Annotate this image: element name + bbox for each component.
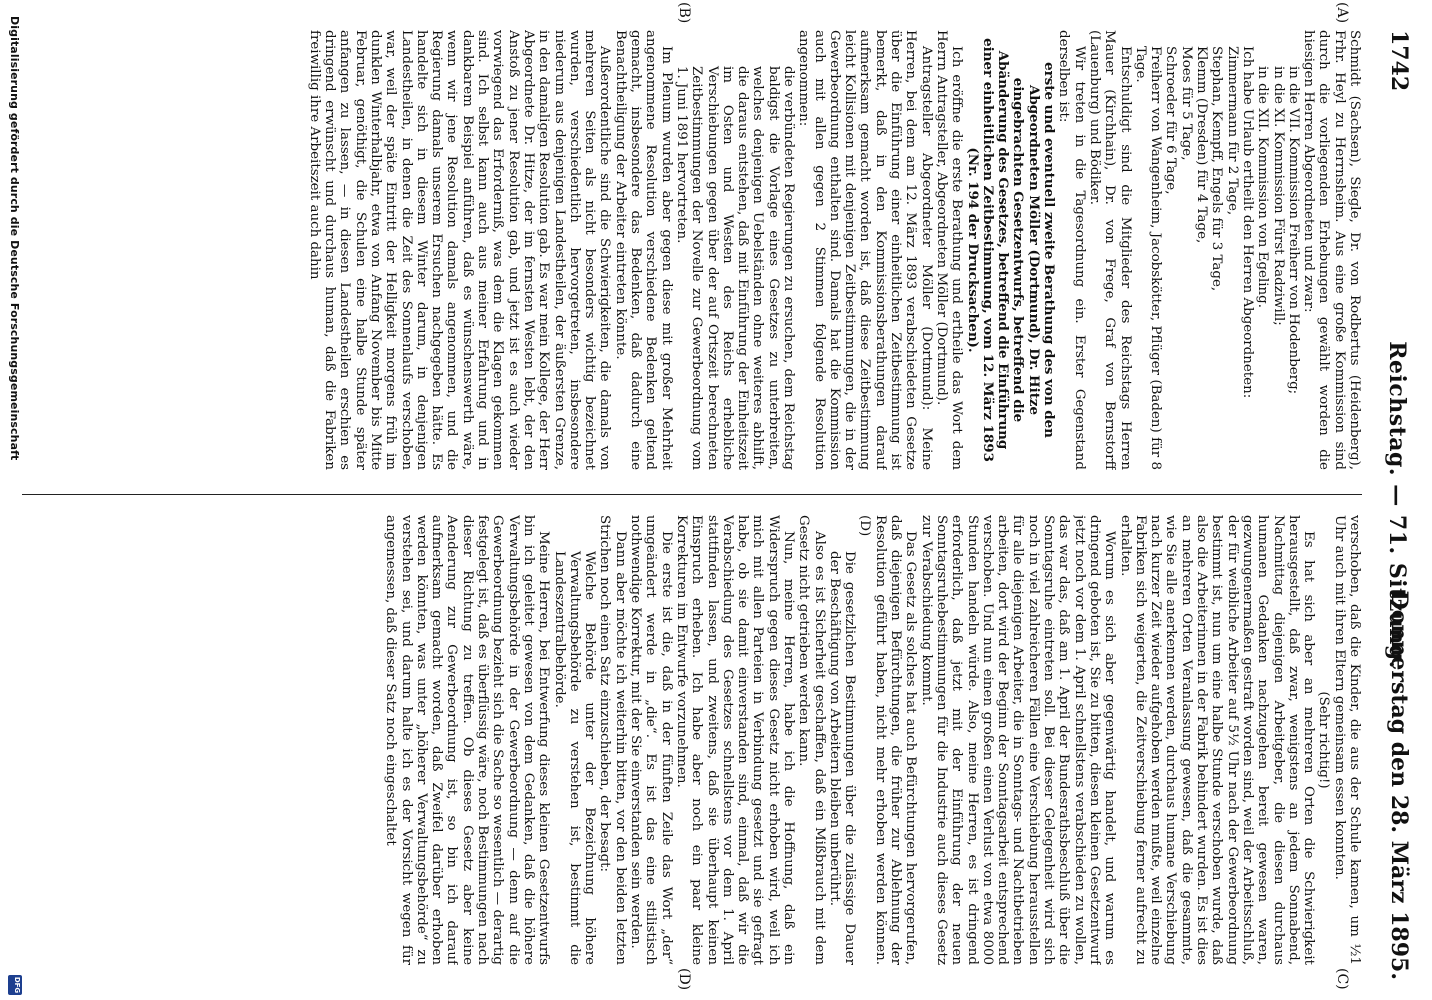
paragraph: Im Plenum wurden aber gegen diese mit großer Mehrheit angenommene Resolution verschiedene Bedenken geltend gemacht, insbesondere das Bedenken, daß dadurch eine Benachtheiligung der Arbeiter eintreten könnte. [612, 30, 674, 470]
paragraph: verschoben, daß die Kinder, die aus der Schule kamen, um ½1 Uhr auch mit ihren Eltern gemeinsam essen konnten. [1331, 515, 1362, 965]
dfg-logo: DFG [8, 975, 22, 995]
agenda-item-heading: erste und eventuell zweite Berathung des von den Abgeordneten Möller (Dortmund), Dr. Hitze eingebrachten Gesetzentwurfs, betreffend die Abänderung des Gesetzes, betreffend die Einführung einer einheitlichen Zeitbestimmung, vom 12. März 1893 (Nr. 194 der Drucksachen). [964, 38, 1058, 462]
margin-mark-a: (A) [1334, 2, 1350, 24]
paragraph: Ich eröffne die erste Berathung und ertheile das Wort dem Herrn Antragsteller, Abgeordneten Möller (Dortmund). [933, 30, 965, 470]
paragraph: Nun, meine Herren, habe ich die Hoffnung, daß ein Widerspruch gegen dieses Gesetz nicht erhoben wird, weil ich mich mit allen Parteien in Verbindung gesetzt und sie gefragt habe, ob sie damit einverstanden sind, einmal, daß wir die Verabschiedung des Gesetzes schnellstens vor dem 1. April stattfinden lassen, und zweitens, daß sie überhaupt keinen Einspruch erheben. Ich habe aber noch ein paar kleine Korrekturen im Entwurfe vorzunehmen. [673, 515, 797, 965]
paragraph: Worum es sich aber gegenwärtig handelt, und warum es dringend geboten ist, Sie zu bitten, diesen kleinen Gesetzentwurf jetzt noch vor dem 1. April schnellstens verabschieden zu wollen, das war das, daß am 1. April der Bundesrathsbeschluß über die Sonntagsruhe eintreten soll. Bei dieser Gelegenheit wird sich noch in viel zahlreicheren Fällen eine Verschiebung herausstellen für alle diejenigen Arbeiter, die in Sonntags- und Nachtbetrieben arbeiten, dort wird der Beginn der Sonntagsarbeit entsprechend verschoben. Und nun einen großen einen Verlust von etwa 8000 Stunden handeln würde. Also, meine Herren, es ist dringend erforderlich, daß jetzt mit der Einführung der neuen Sonntagsruhebestimmungen für die Industrie auch dieses Gesetz zur Verabschiedung kommt. [918, 515, 1118, 965]
list-item: Zimmermann für 2 Tage, [1224, 46, 1240, 216]
column-divider [22, 494, 1362, 495]
page-header [1362, 30, 1432, 980]
paragraph: Außerordentliche sind die Schwierigkeiten, die damals von mehreren Seiten als nicht besonders wichtig bezeichnet wurden, verschiedentlich hervorgetreten, insbesondere niederum aus denjenigen Landestheilen, der äußersten Grenze, in den damaligen Resolution gab. Es war mein Kollege, der Herr Abgeordnete Dr. Hitze, der im fernsten Westen lebt, der den Anstoß zu jener Resolution gab, und jetzt ist es auch wieder vorwiegend das Erforderniß, was dem die Klagen gekommen sind. Ich selbst kann auch aus meiner Erfahrung und in dankbarem Beispiel anführen, daß es wünschenswerth wäre, wenn wir jene Resolution damals angenommen, und die Regierung damals unserem Ersuchen nachgegeben hätte. Es handelte sich in diesem Winter darum, in denjenigen Landestheilen, in denen die Zeit des Sonnenlaufs verschoben war, weil der späte Eintritt der Helligkeit morgens früh im dunklen Winterhalbjahr, etwa von Anfang November bis Mitte Februar, genöthigt, die Schulen eine halbe Stunde später anfangen zu lassen, — in diesen Landestheilen erschien es dringend erwünscht und durchaus human, daß die Fabriken freiwillig ihre Arbeitszeit auch dahin [306, 30, 613, 470]
amendment-quote: Welche Behörde unter der Bezeichnung höhere Verwaltungsbehörde zu verstehen ist, bestimmt die Landeszentralbehörde. [551, 551, 598, 965]
paragraph: Die erste ist die, daß in der fünften Zeile das Wort „der“ umgeändert werde in „die“. Es ist das eine stilistisch nothwendige Korrektur, mit der Sie einverstanden sein werden. [628, 515, 674, 965]
interjection: (Sehr richtig!) [1316, 691, 1332, 789]
list-item: Stephan, Kempff, Engels für 3 Tage, [1209, 46, 1225, 292]
digitization-footer [0, 0, 30, 1000]
paragraph: Meine Herren, bei Entwerfung dieses kleinen Gesetzentwurfs bin ich geleitet gewesen von dem Gedanken, daß die höhere Verwaltungsbehörde in der Gewerbeordnung — denn auf die Gewerbeordnung bezieht sich die Sache so wesentlich — derartig festgelegt ist, daß es überflüssig wäre, noch Bestimmungen nach dieser Richtung zu treffen. Ob dieses Gesetz aber keine Aenderung zur Gewerbeordnung ist, so bin ich darauf aufmerksam gemacht worden, daß Zweifel darüber erhoben werden könnten, was unter „höherer Verwaltungsbehörde“ zu verstehen sei, und darum halte ich es der Vorsicht wegen für angemessen, daß dieser Satz noch eingeschaltet [383, 515, 552, 965]
margin-mark-c: (C) [1334, 968, 1350, 990]
session-date: Donnerstag den 28. März 1895. [1386, 590, 1412, 980]
margin-mark-d: (D) [676, 968, 692, 991]
list-item: Klemm (Dresden) für 4 Tage, [1194, 46, 1210, 244]
paragraph: Also es ist Sicherheit geschaffen, daß ein Mißbrauch mit dem Gesetz nicht getrieben werden kann. [796, 515, 827, 965]
text-column-left [32, 30, 1362, 470]
paragraph: Schmidt (Sachsen), Siegle, Dr. von Rodbertus (Heidenberg), Frhr. Heyl zu Herrnsheim. Aus eine große Kommission sind durch die vorliegenden Erhebungen gewählt worden die hiesigen Herren Abgeordneten und zwar: [1301, 30, 1362, 470]
page-number: 1742 [1386, 30, 1412, 92]
paragraph: Antragsteller Abgeordneter Möller (Dortmund): Meine Herren, bei dem am 12. März 1893 verabschiedeten Gesetze über die Einführung einer einheitlichen Zeitbestimmung ist bemerkt, daß in den Kommissionsberathungen darauf aufmerksam gemacht worden ist, daß diese Zeitbestimmung leicht Kollisionen mit denjenigen Zeitbestimmungen, die in der Gewerbeordnung enthalten sind. Damals hat die Kommission auch mit allen gegen 2 Stimmen folgende Resolution angenommen: [796, 30, 934, 470]
paragraph: Ich habe Urlaub ertheilt den Herren Abgeordneten: [1239, 46, 1255, 399]
paragraph: Das Gesetz als solches hat auch Befürchtungen hervorgerufen, daß diejenigen Befürchtungen, die früher zur Ablehnung der Resolution geführt haben, nicht mehr erhoben werden können. (D) [857, 515, 919, 965]
list-item: Freiherr von Wangenheim, Jacobskötter, Pflüger (Baden) für 8 Tage. [1132, 46, 1164, 470]
list-item: in die VII. Kommission Freiherr von Hodenberg; [1285, 66, 1301, 395]
funding-note: Digitalisierung gefördert durch die Deutsche Forschungsgemeinschaft [8, 16, 21, 461]
paragraph: Entschuldigt sind die Mitglieder des Reichstags Herren Mauer (Kirchhain), Dr. von Frege, Graf von Bernstorff (Lauenburg) und Bödiker. [1086, 30, 1133, 470]
text-column-right [32, 515, 1362, 965]
list-item: in die XII. Kommission von Egeling. [1255, 66, 1271, 308]
list-item: in die XI. Kommission Fürst Radziwill; [1270, 66, 1286, 326]
list-item: Schroeder für 6 Tage, [1163, 46, 1179, 195]
law-quote: Die gesetzlichen Bestimmungen über die zulässige Dauer der Beschäftigung von Arbeitern bleiben unberührt. [826, 551, 858, 965]
list-item: Moes für 5 Tage, [1178, 46, 1194, 161]
paragraph: Dann aber möchte ich weiterhin bitten, vor den beiden letzten Strichen noch einen Satz einzuschieben, der besagt: [597, 515, 628, 965]
running-title: Reichstag. — 71. Sitzung. [1384, 341, 1410, 669]
paragraph: Es hat sich aber an mehreren Orten die Schwierigkeit herausgestellt, daß zwar, wenigstens an jedem Sonnabend, Nachmittag diejenigen Arbeitgeber, die diesen durchaus humanen Gedanken nachzugehen bereit gewesen waren, gezwungenermaßen gestraft worden sind, weil der Arbeitsschluß, der für weibliche Arbeiter auf 5½ Uhr nach der Gewerbeordnung bestimmt ist, nun um eine halbe Stunde verschoben wurde, daß also die Arbeiterinnen in der Fabrik behindert wurden. Es ist dies an mehreren Orten Veranlassung gewesen, daß die gesammte, wie Sie alle anerkennen werden, durchaus humane Verschiebung nach kurzer Zeit wieder aufgehoben werden mußte, weil einzelne Fabriken sich weigerten, die Zeitverschiebung ferner aufrecht zu erhalten. [1117, 515, 1317, 965]
margin-mark-b: (B) [676, 2, 692, 24]
paragraph: Wir treten in die Tagesordnung ein. Erster Gegenstand derselben ist: [1056, 30, 1087, 470]
resolution-quote: die verbündeten Regierungen zu ersuchen, dem Reichstag baldigst die Vorlage eines Gesetzes zu unterbreiten, welches denjenigen Uebelständen ohne weiteres abhilft, die daraus entstehen, daß mit Einführung der Einheitszeit im Osten und Westen des Reichs erhebliche Verschiebungen gegen über der auf Ortszeit berechneten Zeitbestimmungen der Novelle zur Gewerbeordnung vom 1. Juni 1891 hervortreten. [673, 66, 797, 470]
